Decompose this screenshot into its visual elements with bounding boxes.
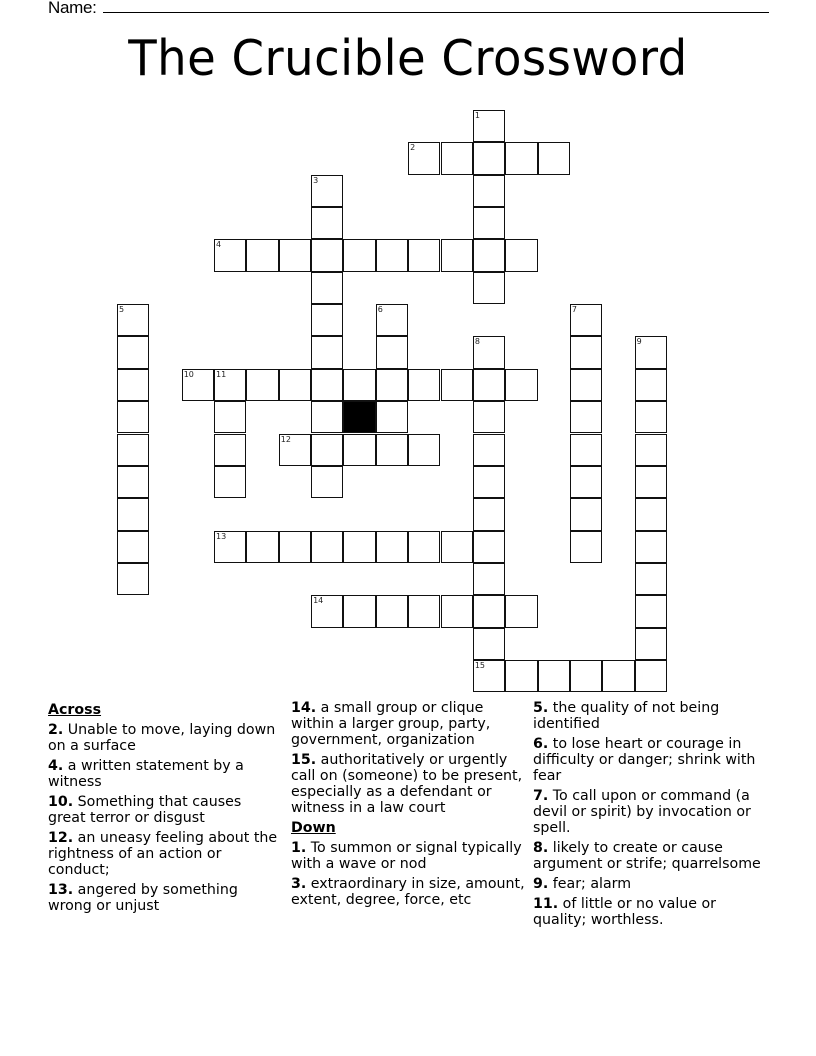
grid-cell[interactable] <box>376 434 408 466</box>
clue-number: 13 <box>216 531 227 541</box>
grid-cell[interactable] <box>117 434 149 466</box>
grid-cell[interactable] <box>570 369 602 401</box>
grid-cell[interactable] <box>570 304 602 336</box>
grid-cell[interactable] <box>408 434 440 466</box>
grid-cell[interactable] <box>505 239 537 271</box>
grid-cell[interactable] <box>311 175 343 207</box>
grid-cell[interactable] <box>408 369 440 401</box>
grid-cell[interactable] <box>279 434 311 466</box>
clue-down-11: 11. of little or no value or quality; worthless. <box>533 896 717 928</box>
clue-down-7: 7. To call upon or command (a devil or spirit) by invocation or spell. <box>533 788 751 836</box>
grid-cell[interactable] <box>538 142 570 174</box>
grid-cell[interactable] <box>311 401 343 433</box>
grid-cell[interactable] <box>473 595 505 627</box>
grid-cell[interactable] <box>473 272 505 304</box>
grid-cell[interactable] <box>311 466 343 498</box>
across-heading: Across <box>48 702 102 718</box>
clue-across-12: 12. an uneasy feeling about the rightness of an action or conduct; <box>48 830 278 878</box>
grid-cell[interactable] <box>505 595 537 627</box>
grid-cell[interactable] <box>214 434 246 466</box>
grid-cell[interactable] <box>570 434 602 466</box>
grid-cell[interactable] <box>117 466 149 498</box>
grid-cell[interactable] <box>376 401 408 433</box>
grid-cell[interactable] <box>473 531 505 563</box>
grid-cell[interactable] <box>505 660 537 692</box>
clue-down-8: 8. likely to create or cause argument or strife; quarrelsome <box>533 840 761 872</box>
grid-cell[interactable] <box>635 563 667 595</box>
grid-cell[interactable] <box>473 110 505 142</box>
grid-cell[interactable] <box>441 531 473 563</box>
grid-cell[interactable] <box>505 142 537 174</box>
grid-cell[interactable] <box>570 336 602 368</box>
grid-cell[interactable] <box>441 595 473 627</box>
grid-cell[interactable] <box>441 142 473 174</box>
grid-cell[interactable] <box>117 304 149 336</box>
grid-cell[interactable] <box>408 595 440 627</box>
grid-cell[interactable] <box>473 628 505 660</box>
grid-cell[interactable] <box>635 498 667 530</box>
grid-cell[interactable] <box>343 434 375 466</box>
name-label: Name: <box>48 0 97 17</box>
grid-cell[interactable] <box>473 239 505 271</box>
grid-cell[interactable] <box>311 595 343 627</box>
grid-cell[interactable] <box>570 401 602 433</box>
grid-cell[interactable] <box>214 531 246 563</box>
clue-number: 4 <box>216 240 222 250</box>
grid-cell[interactable] <box>376 369 408 401</box>
clue-down-3: 3. extraordinary in size, amount, extent, degree, force, etc <box>291 876 525 908</box>
grid-cell[interactable] <box>441 369 473 401</box>
clue-across-15: 15. authoritatively or urgently call on (someone) to be present, especially as a defendant or witness in a law court <box>291 752 523 816</box>
grid-cell[interactable] <box>279 531 311 563</box>
clues-column-3 <box>533 700 773 932</box>
grid-cell[interactable] <box>570 466 602 498</box>
grid-cell[interactable] <box>473 466 505 498</box>
clue-down-9: 9. fear; alarm <box>533 876 632 892</box>
grid-cell[interactable] <box>408 531 440 563</box>
grid-cell[interactable] <box>635 628 667 660</box>
clue-across-13: 13. angered by something wrong or unjust <box>48 882 238 914</box>
grid-cell[interactable] <box>473 336 505 368</box>
grid-cell[interactable] <box>279 369 311 401</box>
grid-cell[interactable] <box>376 531 408 563</box>
grid-cell[interactable] <box>117 336 149 368</box>
grid-cell[interactable] <box>311 304 343 336</box>
clue-number: 5 <box>119 305 125 315</box>
grid-cell[interactable] <box>246 239 278 271</box>
grid-cell[interactable] <box>376 304 408 336</box>
grid-cell[interactable] <box>214 239 246 271</box>
clue-across-2: 2. Unable to move, laying down on a surface <box>48 722 276 754</box>
clue-across-10: 10. Something that causes great terror or disgust <box>48 794 242 826</box>
page-title: The Crucible Crossword <box>128 30 688 87</box>
grid-cell[interactable] <box>635 531 667 563</box>
grid-cell[interactable] <box>117 401 149 433</box>
clue-number: 7 <box>571 305 577 315</box>
grid-cell[interactable] <box>182 369 214 401</box>
grid-cell[interactable] <box>311 239 343 271</box>
grid-cell[interactable] <box>246 531 278 563</box>
clue-number: 9 <box>636 337 642 347</box>
grid-cell[interactable] <box>635 660 667 692</box>
grid-cell[interactable] <box>214 369 246 401</box>
grid-cell[interactable] <box>214 466 246 498</box>
grid-cell[interactable] <box>117 563 149 595</box>
clue-across-4: 4. a written statement by a witness <box>48 758 244 790</box>
grid-cell[interactable] <box>635 466 667 498</box>
grid-cell[interactable] <box>635 434 667 466</box>
clue-number: 8 <box>474 337 480 347</box>
grid-cell[interactable] <box>311 531 343 563</box>
clue-number: 15 <box>474 660 486 670</box>
grid-cell[interactable] <box>117 369 149 401</box>
clue-number: 1 <box>474 111 480 120</box>
grid-cell[interactable] <box>376 595 408 627</box>
grid-cell[interactable] <box>246 369 278 401</box>
grid-cell[interactable] <box>343 239 375 271</box>
grid-cell[interactable] <box>505 369 537 401</box>
grid-cell[interactable] <box>473 434 505 466</box>
clue-number: 14 <box>313 596 324 606</box>
clue-down-6: 6. to lose heart or courage in difficulty or danger; shrink with fear <box>533 736 756 784</box>
clues-column-2 <box>291 700 526 912</box>
grid-cell[interactable] <box>376 336 408 368</box>
clue-number: 10 <box>183 369 194 379</box>
black-cell <box>343 401 375 433</box>
grid-cell[interactable] <box>117 498 149 530</box>
grid-cell[interactable] <box>408 142 440 174</box>
clue-number: 12 <box>280 434 291 444</box>
grid-cell[interactable] <box>570 498 602 530</box>
grid-cell[interactable] <box>538 660 570 692</box>
grid-cell[interactable] <box>473 563 505 595</box>
grid-cell[interactable] <box>343 595 375 627</box>
grid-cell[interactable] <box>635 401 667 433</box>
down-heading: Down <box>291 820 336 836</box>
clue-number: 2 <box>410 143 416 153</box>
grid-cell[interactable] <box>311 207 343 239</box>
grid-cell[interactable] <box>473 401 505 433</box>
grid-cell[interactable] <box>473 369 505 401</box>
grid-cell[interactable] <box>311 272 343 304</box>
grid-cell[interactable] <box>311 434 343 466</box>
clue-number: 6 <box>377 305 383 315</box>
clue-down-5: 5. the quality of not being identified <box>533 700 720 732</box>
grid-cell[interactable] <box>408 239 440 271</box>
grid-cell[interactable] <box>570 660 602 692</box>
grid-cell[interactable] <box>343 369 375 401</box>
grid-cell[interactable] <box>214 401 246 433</box>
grid-cell[interactable] <box>635 595 667 627</box>
clue-number: 11 <box>216 369 227 379</box>
grid-cell[interactable] <box>635 369 667 401</box>
grid-cell[interactable] <box>473 498 505 530</box>
grid-cell[interactable] <box>473 142 505 174</box>
grid-cell[interactable] <box>473 175 505 207</box>
grid-cell[interactable] <box>473 660 505 692</box>
grid-cell[interactable] <box>441 239 473 271</box>
grid-cell[interactable] <box>602 660 634 692</box>
grid-cell[interactable] <box>311 336 343 368</box>
grid-cell[interactable] <box>473 207 505 239</box>
clue-number: 3 <box>313 175 319 185</box>
grid-cell[interactable] <box>311 369 343 401</box>
clues-column-1 <box>48 700 283 918</box>
grid-cell[interactable] <box>279 239 311 271</box>
grid-cell[interactable] <box>376 239 408 271</box>
grid-cell[interactable] <box>117 531 149 563</box>
clue-down-1: 1. To summon or signal typically with a wave or nod <box>291 840 522 872</box>
grid-cell[interactable] <box>635 336 667 368</box>
grid-cell[interactable] <box>343 531 375 563</box>
clue-across-14: 14. a small group or clique within a larger group, party, government, organization <box>291 700 491 748</box>
grid-cell[interactable] <box>570 531 602 563</box>
